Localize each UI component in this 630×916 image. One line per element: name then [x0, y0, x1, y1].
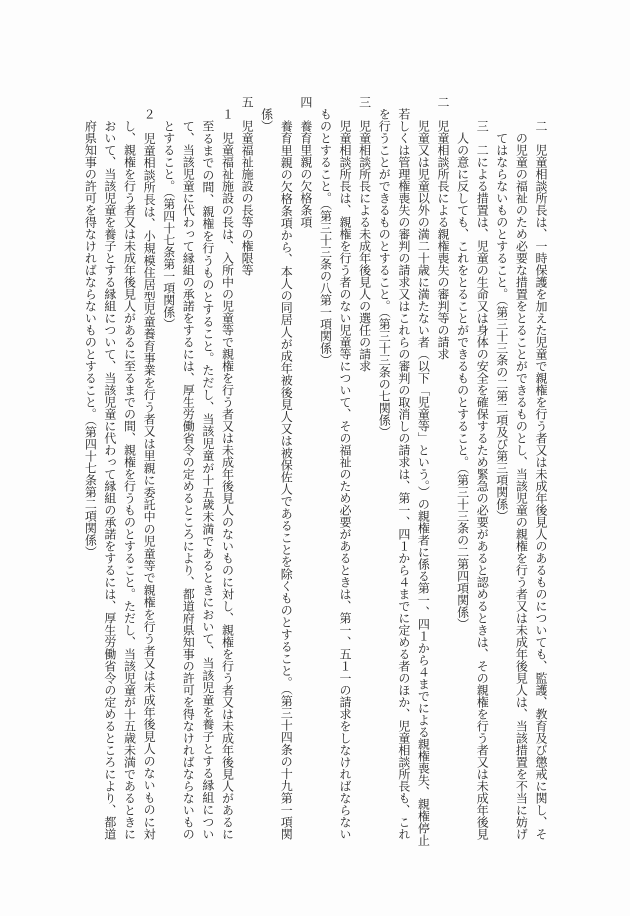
- text-line: 若しくは管理権喪失の審判の請求又はこれらの審判の取消しの請求は、第一、四１から４までに定める者のほか、児童相談所長も、これ: [396, 108, 411, 840]
- document-page: [80, 96, 550, 846]
- section-title: 児童相談所長による未成年後見人の選任の請求: [357, 120, 372, 372]
- text-line: 係）: [259, 108, 274, 132]
- text-line: おいて、当該児童を養子とする縁組について、当該児童に代わって縁組の承諾をするには、厚生労働省令の定めるところにより、都道: [102, 120, 117, 840]
- text-line: 府県知事の許可を得なければならないものとすること。（第四十七条第二項関係）: [83, 120, 98, 558]
- item-marker: 三: [475, 120, 490, 132]
- item-text: 児童福祉施設の長は、入所中の児童等で親権を行う者又は未成年後見人のないものに対し、親権を行う者又は未成年後見人があるに: [220, 132, 235, 840]
- item-text: 児童相談所長は、小規模住居型児童養育事業を行う者又は里親に委託中の児童等で親権を行う者又は未成年後見人のないものに対: [142, 132, 157, 840]
- section-number: 五: [240, 96, 255, 108]
- section-5: [80, 96, 256, 840]
- item-text: 児童相談所長は、一時保護を加えた児童で親権を行う者又は未成年後見人のあるものについても、監護、教育及び懲戒に関し、そ: [533, 144, 548, 840]
- sub-item-2: [80, 96, 158, 840]
- section-title: 児童福祉施設の長等の権限等: [240, 120, 255, 276]
- text-line: てはならないものとすること。（第三十三条の二第二項及び第三項関係）: [494, 132, 509, 522]
- section-title: 養育里親の欠格条項: [298, 120, 313, 228]
- text-line: [472, 96, 492, 840]
- section-heading: [354, 96, 374, 840]
- section-4: [256, 96, 315, 840]
- continued-item-2: [491, 96, 550, 840]
- text-line: 至るまでの間、親権を行うものとすること。ただし、当該児童が十五歳未満であるときにおいて、当該児童を養子とする縁組につい: [200, 120, 215, 840]
- section-heading: [295, 96, 315, 840]
- text-line: [530, 96, 550, 840]
- section-heading: [432, 96, 452, 840]
- item-text: 二による措置は、児童の生命又は身体の安全を確保するため緊急の必要があると認めるときは、その親権を行う者又は未成年後見: [475, 144, 490, 840]
- text-line: を行うことができるものとすること。（第三十三条の七関係）: [377, 108, 392, 438]
- item-marker: ２: [142, 108, 157, 120]
- section-number: 四: [298, 96, 313, 108]
- text-line: とすること。（第四十七条第一項関係）: [161, 120, 176, 330]
- section-heading: [236, 96, 256, 840]
- continued-item-3: [452, 96, 491, 840]
- text-line: の児童の福祉のため必要な措置をとることができるものとし、当該児童の親権を行う者又は未成年後見人は、当該措置を不当に妨げ: [514, 132, 529, 840]
- section-3: [315, 96, 374, 840]
- text-line: [139, 96, 159, 840]
- section-title: 児童相談所長による親権喪失の審判等の請求: [436, 120, 451, 360]
- item-marker: １: [220, 108, 235, 120]
- section-number: 三: [357, 96, 372, 108]
- text-line: て、当該児童に代わって縁組の承諾をするには、厚生労働省令の定めるところにより、都道府県知事の許可を得なければならないもの: [181, 120, 196, 840]
- section-2: [374, 96, 452, 846]
- text-line: 養育里親の欠格条項から、本人の同居人が成年被後見人又は被保佐人であることを除くものとすること。（第三十四条の十九第一項関: [279, 120, 294, 840]
- sub-item-1: [158, 96, 236, 840]
- text-line: 児童又は児童以外の満二十歳に満たない者（以下「児童等」という。）の親権者に係る第一、四１から４までによる親権喪失、親権停止: [416, 120, 431, 846]
- text-line: 児童相談所長は、親権を行う者のない児童等について、その福祉のため必要があるときは、第一、五１一の請求をしなければならない: [338, 120, 353, 840]
- text-line: 人の意に反しても、これをとることができるものとすること。（第三十三条の二第四項関係）: [455, 132, 470, 630]
- text-line: し、親権を行う者又は未成年後見人があるに至るまでの間、親権を行うものとすること。ただし、当該児童が十五歳未満であるときに: [122, 120, 137, 840]
- section-number: 二: [436, 96, 451, 108]
- text-line: [217, 96, 237, 840]
- text-line: ものとすること。（第三十三条の八第一項関係）: [318, 108, 333, 366]
- item-marker: 二: [533, 120, 548, 132]
